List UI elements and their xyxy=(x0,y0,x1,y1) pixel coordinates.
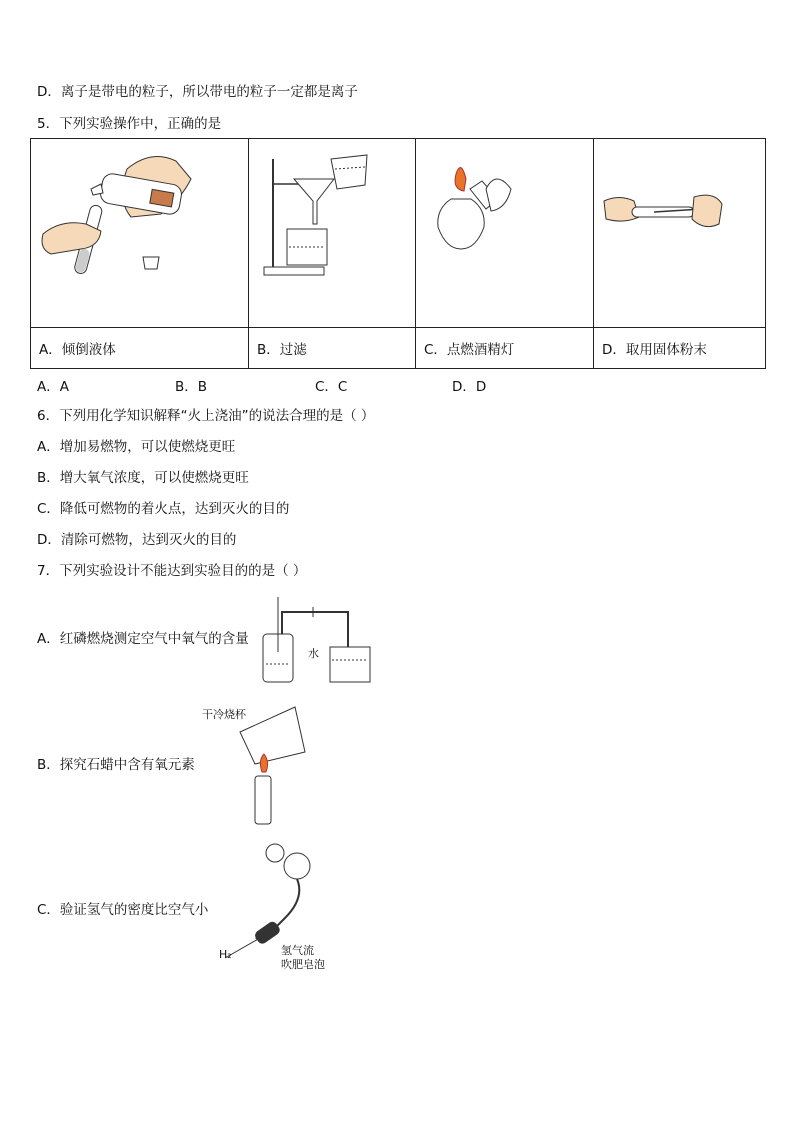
q5-figure-c-cell xyxy=(416,139,594,328)
q6-option-b: B．增大氧气浓度，可以使燃烧更旺 xyxy=(37,470,249,486)
q7-option-c: C．验证氢气的密度比空气小 xyxy=(37,902,209,918)
q7-figure-b xyxy=(200,702,320,830)
q5-option-c: C．点燃酒精灯 xyxy=(416,328,594,369)
q7-figure-c-label-1: 氢气流 xyxy=(281,944,314,957)
q6-option-a: A．增加易燃物，可以使燃烧更旺 xyxy=(37,439,236,455)
q6-option-d: D．清除可燃物，达到灭火的目的 xyxy=(37,532,237,548)
q7-figure-a xyxy=(258,592,388,687)
q4-option-d: D．离子是带电的粒子，所以带电的粒子一定都是离子 xyxy=(37,84,358,100)
filtration-figure xyxy=(249,139,414,323)
solid-powder-figure xyxy=(594,139,764,323)
q5-answer-a: A．A xyxy=(37,379,69,395)
q5-figure-d-cell xyxy=(594,139,766,328)
q7-figure-c xyxy=(215,838,345,973)
q7-option-a: A．红磷燃烧测定空气中氧气的含量 xyxy=(37,631,249,647)
q5-stem: 5．下列实验操作中，正确的是 xyxy=(37,116,222,132)
q5-answer-c: C．C xyxy=(315,379,348,395)
q5-options-table xyxy=(30,138,766,369)
q5-answer-d: D．D xyxy=(452,379,487,395)
q6-option-c: C．降低可燃物的着火点，达到灭火的目的 xyxy=(37,501,290,517)
q5-figure-b-cell xyxy=(249,139,416,328)
q5-figure-a-cell xyxy=(31,139,249,328)
q5-option-a: A．倾倒液体 xyxy=(31,328,249,369)
q5-option-d: D．取用固体粉末 xyxy=(594,328,766,369)
q7-stem: 7．下列实验设计不能达到实验目的的是（ ） xyxy=(37,563,307,579)
pour-liquid-figure xyxy=(31,139,247,323)
q5-answer-b: B．B xyxy=(175,379,208,395)
q5-option-b: B．过滤 xyxy=(249,328,416,369)
q6-stem: 6．下列用化学知识解释“火上浇油”的说法合理的是（ ） xyxy=(37,408,375,424)
q7-option-b: B．探究石蜡中含有氧元素 xyxy=(37,757,195,773)
alcohol-lamp-figure xyxy=(416,139,592,323)
q7-figure-c-h2-label: H₂ xyxy=(219,948,232,961)
q7-figure-c-label-2: 吹肥皂泡 xyxy=(281,958,325,971)
q7-figure-b-beaker-label: 干冷烧杯 xyxy=(202,708,246,721)
q7-figure-a-water-label: 水 xyxy=(308,647,319,660)
